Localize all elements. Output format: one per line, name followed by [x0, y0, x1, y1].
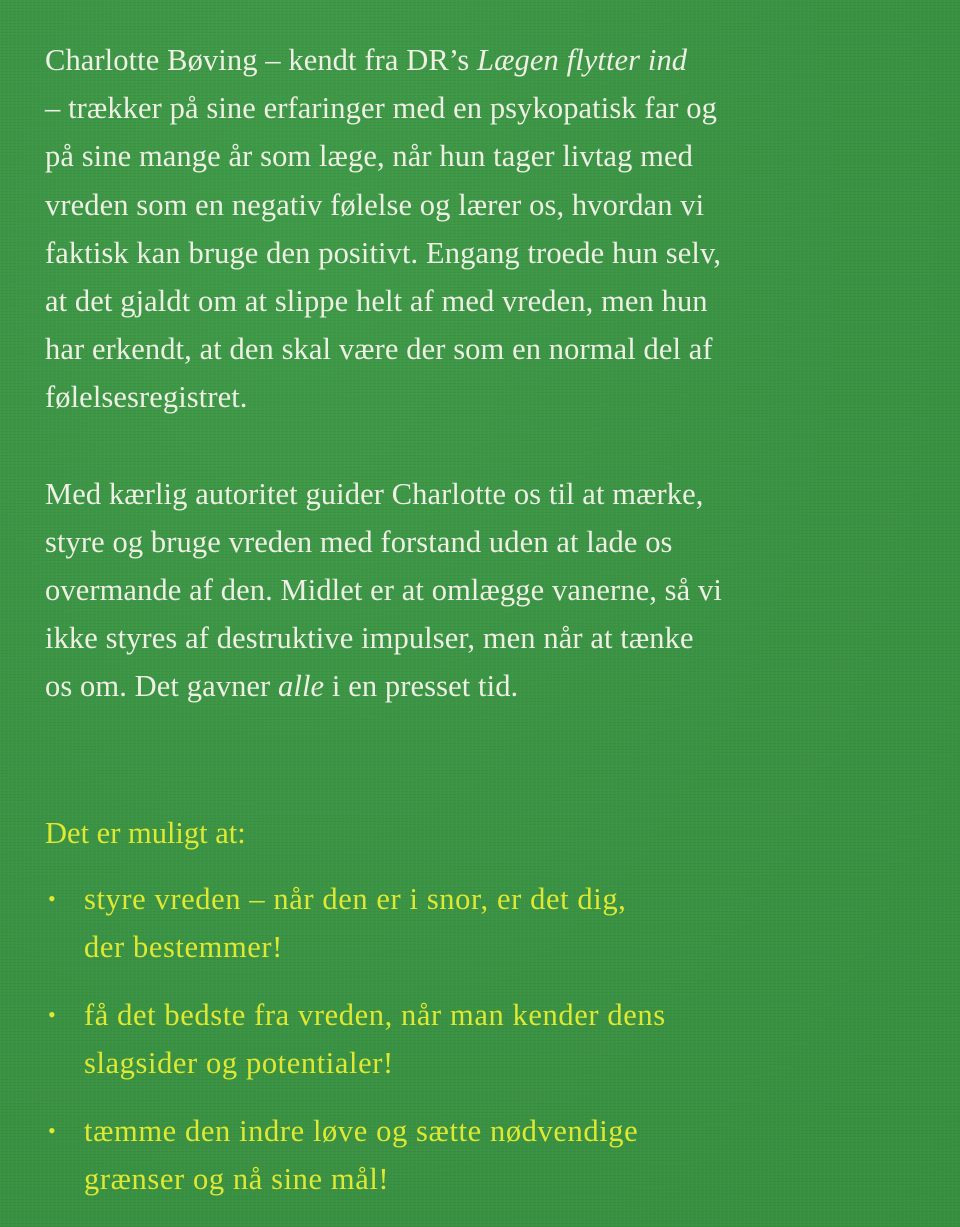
text-line: ikke styres af destruktive impulser, men når at tænke — [45, 621, 694, 656]
list-item — [45, 1107, 935, 1203]
text-line: der bestemmer! — [84, 929, 283, 964]
bullet-icon: • — [48, 1001, 57, 1027]
benefits-section — [45, 809, 935, 1203]
text-line: grænser og nå sine mål! — [84, 1161, 390, 1196]
tv-show-title: Lægen flytter ind — [477, 43, 688, 77]
text-line: slagsider og potentialer! — [84, 1045, 394, 1080]
benefits-list — [45, 875, 935, 1203]
bullet-icon: • — [48, 885, 57, 911]
text-line: få det bedste fra vreden, når man kender dens — [84, 997, 666, 1032]
text-line: vreden som en negativ følelse og lærer os, hvordan vi — [45, 187, 705, 222]
list-item — [45, 991, 935, 1087]
back-cover-text — [45, 36, 935, 1223]
text-line: styre og bruge vreden med forstand uden at lade os — [45, 524, 673, 559]
second-paragraph — [45, 470, 935, 711]
list-item — [45, 875, 935, 971]
text-line: på sine mange år som læge, når hun tager livtag med — [45, 139, 693, 174]
emphasis-word: alle — [278, 669, 325, 704]
text-line: styre vreden – når den er i snor, er det dig, — [84, 881, 627, 916]
bullet-icon: • — [48, 1117, 57, 1143]
intro-paragraph — [45, 36, 935, 422]
text-line: tæmme den indre løve og sætte nødvendige — [84, 1113, 639, 1148]
text-line: Charlotte Bøving – kendt fra DR’s Lægen flytter ind — [45, 43, 688, 77]
text-line: os om. Det gavner alle i en presset tid. — [45, 669, 519, 704]
text-line: faktisk kan bruge den positivt. Engang troede hun selv, — [45, 235, 722, 270]
text-line: Med kærlig autoritet guider Charlotte os til at mærke, — [45, 476, 704, 511]
text-line: at det gjaldt om at slippe helt af med vreden, men hun — [45, 284, 708, 319]
text-line: – trækker på sine erfaringer med en psykopatisk far og — [45, 91, 717, 126]
text-line: følelsesregistret. — [45, 380, 248, 415]
text-line: overmande af den. Midlet er at omlægge vanerne, så vi — [45, 573, 722, 608]
text-line: har erkendt, at den skal være der som en normal del af — [45, 332, 713, 367]
benefits-heading: Det er muligt at: — [45, 815, 246, 850]
